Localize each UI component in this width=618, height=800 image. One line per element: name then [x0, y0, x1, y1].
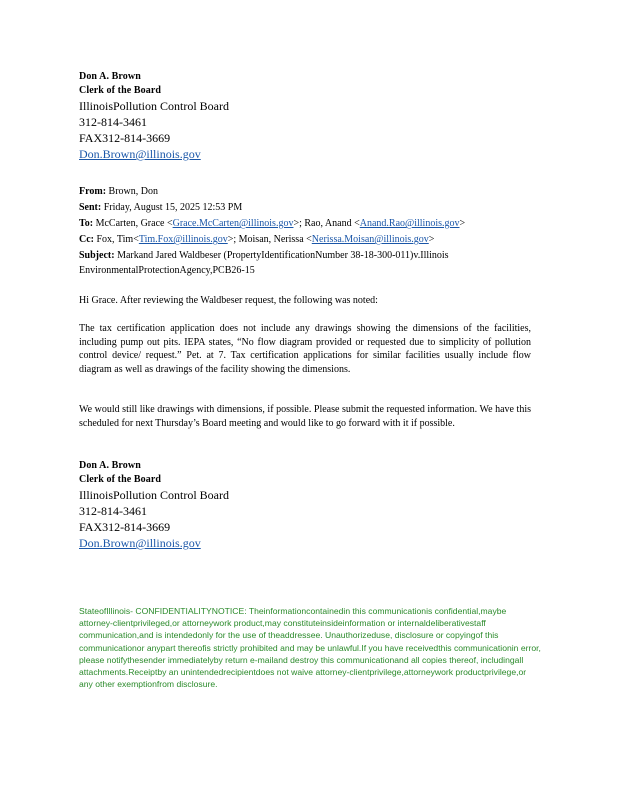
signature-name: Don A. Brown	[79, 460, 141, 471]
from-label: From:	[79, 186, 107, 197]
cc-email-link-2[interactable]: Nerissa.Moisan@illinois.gov	[311, 234, 429, 245]
signature-name: Don A. Brown	[79, 71, 141, 82]
cc-label: Cc:	[79, 234, 94, 245]
email-header	[79, 184, 539, 278]
from-line	[79, 184, 539, 200]
sent-line	[79, 200, 539, 216]
sent-label: Sent:	[79, 202, 102, 213]
to-email-link-2[interactable]: Anand.Rao@illinois.gov	[359, 218, 460, 229]
cc-end: >	[428, 234, 435, 245]
signature-fax: FAX312-814-3669	[79, 131, 171, 145]
signature-block-top	[79, 70, 229, 162]
signature-block-bottom	[79, 459, 229, 551]
to-line	[79, 216, 539, 232]
to-separator: >; Rao, Anand <	[293, 218, 360, 229]
cc-line	[79, 232, 539, 248]
signature-title: Clerk of the Board	[79, 474, 162, 485]
signature-email-link[interactable]: Don.Brown@illinois.gov	[79, 536, 201, 550]
to-end: >	[459, 218, 466, 229]
signature-email-link[interactable]: Don.Brown@illinois.gov	[79, 147, 201, 161]
to-email-link[interactable]: Grace.McCarten@illinois.gov	[172, 218, 294, 229]
cc-name: Fox, Tim<	[94, 234, 139, 245]
signature-fax: FAX312-814-3669	[79, 520, 171, 534]
signature-org: IllinoisPollution Control Board	[79, 488, 230, 502]
greeting-paragraph: Hi Grace. After reviewing the Waldbeser request, the following was noted:	[79, 295, 378, 306]
cc-email-link[interactable]: Tim.Fox@illinois.gov	[138, 234, 228, 245]
confidentiality-notice: StateofIllinois- CONFIDENTIALITYNOTICE: Theinformationcontainedin this communicationis confidential,maybe attorney-clientprivileged,or attorneywork product,may constituteinsideinformation or internaldeliberativestaff communication,and is intendedonly for the use of theaddressee. Unauthorizeduse, disclosure or copyingof this communicationor anypart thereofis strictly prohibited and may be unlawful.If you have receivedthis communicationin error, please notifythesender immediatelyby return e-mailand destroy this communicationand all copies thereof, includingall attachments.Receiptby an unintendedrecipientdoes not waive attorney-clientprivilege,attorneywork productprivilege,or any other exemptionfrom disclosure.	[79, 606, 541, 690]
to-name: McCarten, Grace <	[93, 218, 173, 229]
sent-value: Friday, August 15, 2025 12:53 PM	[101, 202, 243, 213]
body-paragraph-2: We would still like drawings with dimensions, if possible. Please submit the requested information. We have this scheduled for next Thursday’s Board meeting and would like to go forward with it if possible.	[79, 404, 531, 429]
signature-org: IllinoisPollution Control Board	[79, 99, 230, 113]
cc-separator: >; Moisan, Nerissa <	[227, 234, 312, 245]
signature-phone: 312-814-3461	[79, 504, 147, 518]
body-paragraph-1: The tax certification application does not include any drawings showing the dimensions of the facilities, including pump out pits. IEPA states, “No flow diagram provided or requested due to simplicity of pollution control device/ request.” Pet. at 7. Tax certification applications for similar facilities usually include flow diagram as well as drawings of the facility showing the dimensions.	[79, 323, 531, 375]
subject-line	[79, 248, 539, 278]
signature-phone: 312-814-3461	[79, 115, 147, 129]
to-label: To:	[79, 218, 94, 229]
from-value: Brown, Don	[106, 186, 158, 197]
signature-title: Clerk of the Board	[79, 85, 162, 96]
subject-value: Markand Jared Waldbeser (PropertyIdentificationNumber 38-18-300-011)v.Illinois EnvironmentalProtectionAgency,PCB26-15	[79, 250, 449, 276]
subject-label: Subject:	[79, 250, 115, 261]
